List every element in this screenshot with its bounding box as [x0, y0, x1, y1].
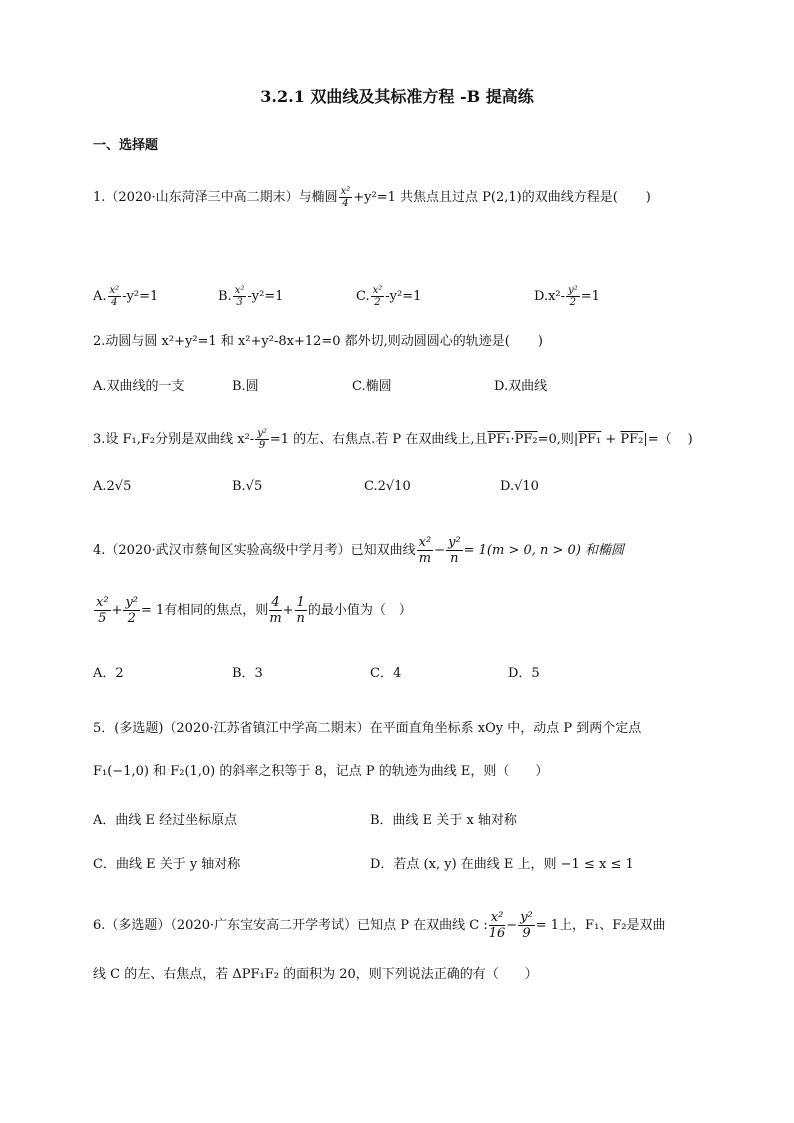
question-5-option-c[interactable]: C．曲线 E 关于 y 轴对称: [93, 857, 241, 872]
question-2-option-c[interactable]: C.椭圆: [352, 379, 392, 394]
question-6-line-2: 线 C 的左、右焦点，若 ΔPF₁F₂ 的面积为 20，则下列说法正确的有（ ）: [93, 967, 538, 982]
question-1: 1.（2020·山东菏泽三中高二期末）与椭圆 $\frac{\text{x²}}{4}$ +y²=1 共焦点且过点 P(2,1)的双曲线方程是( ): [93, 186, 651, 209]
question-4: 4.（2020·武汉市蔡甸区实验高级中学月考）已知双曲线 $\frac{\text{x²}}{m}$ − $\frac{\text{y²}}{n}$ = 1(m > 0, n > 0) 和椭圆: [93, 535, 625, 566]
question-3-option-c[interactable]: C.2√10: [364, 479, 411, 494]
question-3-option-a[interactable]: A.2√5: [93, 479, 132, 494]
question-5-option-a[interactable]: A．曲线 E 经过坐标原点: [93, 813, 238, 828]
question-4-option-d[interactable]: D．5: [508, 666, 540, 681]
question-6: 6.（多选题）（2020·广东宝安高二开学考试）已知点 P 在双曲线 C : $\frac{\text{x²}}{16}$ − $\frac{\text{y²}}{9}$ = 1上，F₁、F₂是双曲: [93, 910, 666, 941]
question-5: 5．(多选题)（2020·江苏省镇江中学高二期末）在平面直角坐标系 xOy 中，动点 P 到两个定点: [93, 721, 642, 736]
question-1-prefix: 1.（2020·山东菏泽三中高二期末）与椭圆: [93, 190, 338, 205]
question-5-line-2: F₁(−1,0) 和 F₂(1,0) 的斜率之积等于 8，记点 P 的轨迹为曲线 E，则（ ）: [93, 764, 549, 779]
question-1-option-a[interactable]: A. $\frac{\text{x²}}{4}$ -y²=1: [93, 285, 159, 308]
section-heading: 一、选择题: [93, 138, 159, 153]
question-4-option-a[interactable]: A．2: [93, 666, 124, 681]
vector-pf1: PF₁: [487, 432, 511, 447]
question-2-option-b[interactable]: B.圆: [232, 379, 259, 394]
fraction: $\frac{\text{x²}}{4}$: [340, 186, 351, 209]
question-2-option-d[interactable]: D.双曲线: [494, 379, 548, 394]
question-1-text: +y²=1 共焦点且过点 P(2,1)的双曲线方程是(: [353, 190, 618, 205]
question-2-option-a[interactable]: A.双曲线的一支: [93, 379, 185, 394]
question-1-option-b[interactable]: B. $\frac{\text{x²}}{3}$ -y²=1: [218, 285, 284, 308]
question-5-option-b[interactable]: B．曲线 E 关于 x 轴对称: [370, 813, 517, 828]
question-4-option-b[interactable]: B．3: [232, 666, 263, 681]
question-4-option-c[interactable]: C．4: [370, 666, 402, 681]
question-3-option-b[interactable]: B.√5: [232, 479, 263, 494]
question-1-option-c[interactable]: C. $\frac{\text{x²}}{2}$ -y²=1: [356, 285, 422, 308]
question-3: 3.设 F₁,F₂分别是双曲线 x²- $\frac{\text{y²}}{9}$ =1 的左、右焦点.若 P 在双曲线上,且PF₁·PF₂=0,则|PF₁ + PF₂|=（ ): [93, 428, 693, 451]
question-2: 2.动圆与圆 x²+y²=1 和 x²+y²-8x+12=0 都外切,则动圆圆心的轨迹是( ): [93, 334, 543, 349]
question-4-line-2: $\frac{\text{x²}}{5}$ + $\frac{\text{y²}}{2}$ = 1有相同的焦点，则 $\frac{4}{m}$ + $\frac{1}{n}$ 的最小值为（ ）: [96, 595, 412, 626]
vector-pf2: PF₂: [514, 432, 538, 447]
question-5-option-d[interactable]: D．若点 (x, y) 在曲线 E 上，则 −1 ≤ x ≤ 1: [370, 857, 634, 872]
question-3-option-d[interactable]: D.√10: [500, 479, 539, 494]
page-title: 3.2.1 双曲线及其标准方程 -B 提高练: [260, 87, 534, 106]
question-1-option-d[interactable]: D.x²- $\frac{\text{y²}}{2}$ =1: [534, 285, 600, 308]
